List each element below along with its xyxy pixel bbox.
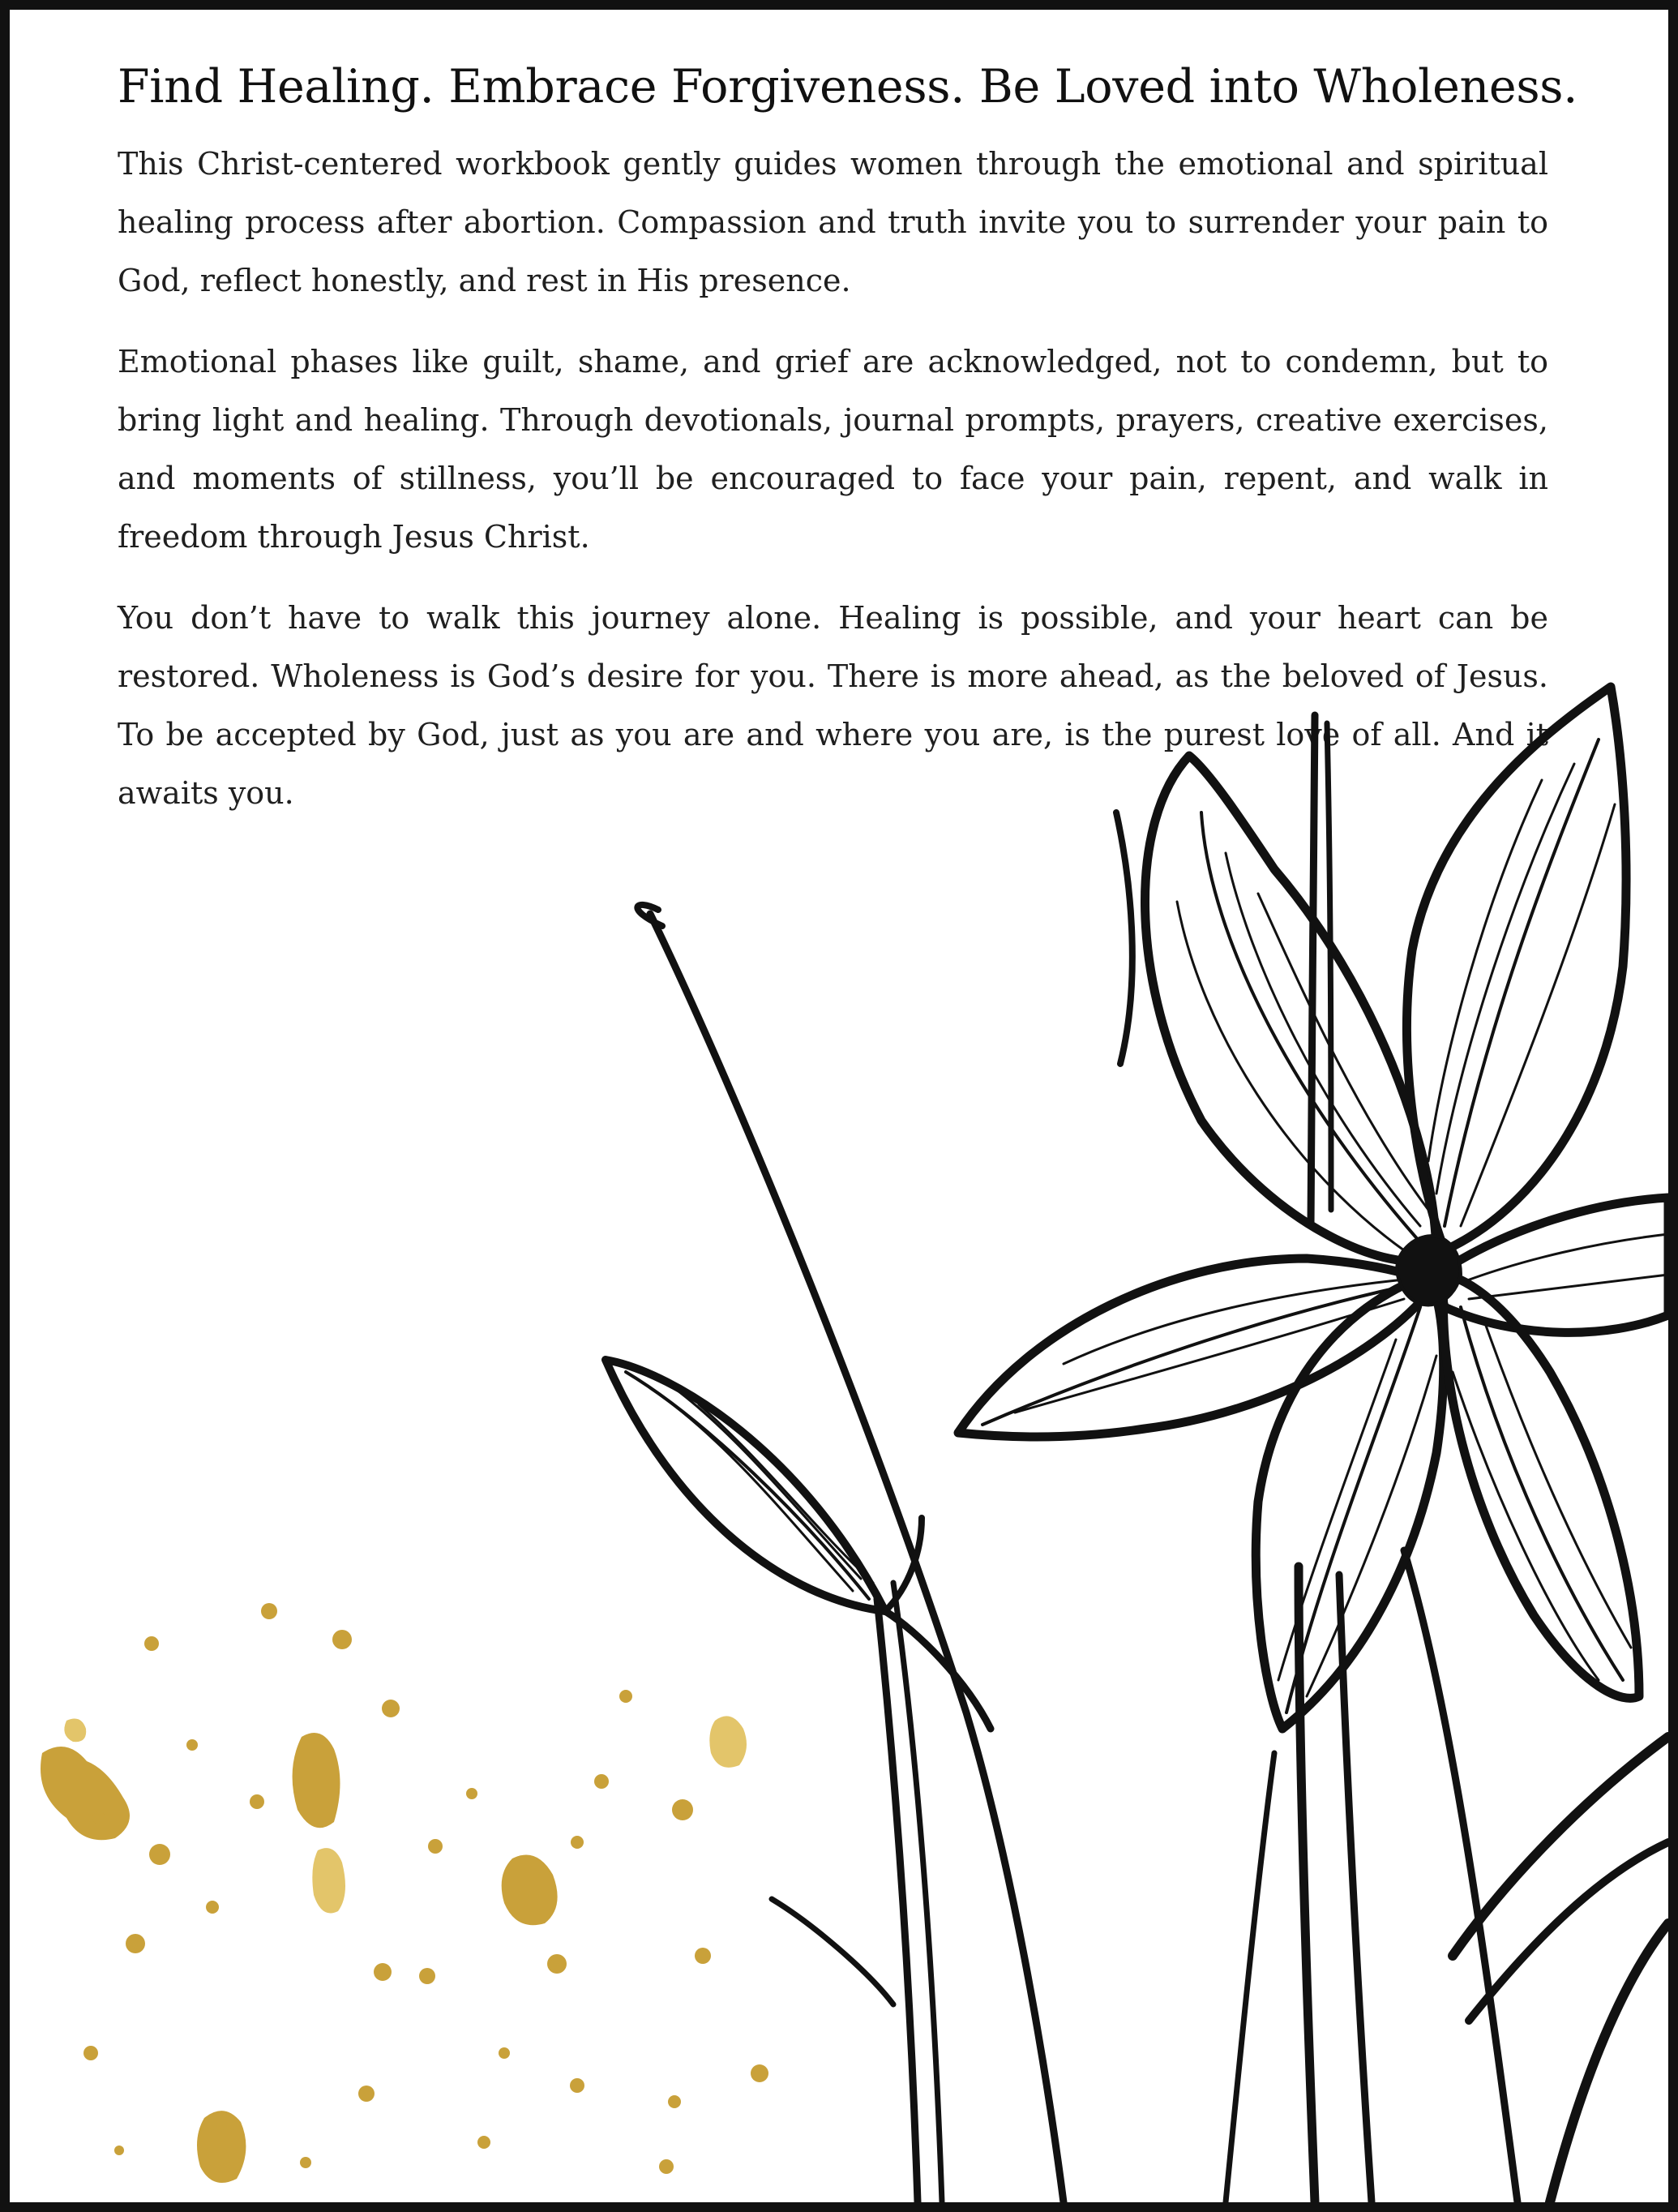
lily-illustration xyxy=(10,10,1668,2202)
lily-stems xyxy=(637,715,1668,2202)
intro-paragraph: This Christ-centered workbook gently guides women through the emotional and spiritual healing process after abortion. Compassion and truth invite you to surrender your pain to God, reflect honestly, and rest in His presence. xyxy=(118,146,1548,298)
closing-paragraph: You don’t have to walk this journey alone. Healing is possible, and your heart can be restored. Wholeness is God’s desire for you. There is more ahead, as the beloved of Jesus. To be accepted by God, just as you are and where you are, is the purest love of all. And it awaits you. xyxy=(118,600,1548,811)
phases-paragraph: Emotional phases like guilt, shame, and grief are acknowledged, not to condemn, but to bring light and healing. Through devotionals, journal prompts, prayers, creative exercises, and moments of stillness, you’ll be encouraged to face your pain, repent, and walk in freedom through Jesus Christ. xyxy=(118,344,1548,555)
headline: Find Healing. Embrace Forgiveness. Be Loved into Wholeness. xyxy=(118,60,1578,114)
lily-bud xyxy=(606,1360,991,1729)
gold-flecks xyxy=(41,1603,768,2183)
